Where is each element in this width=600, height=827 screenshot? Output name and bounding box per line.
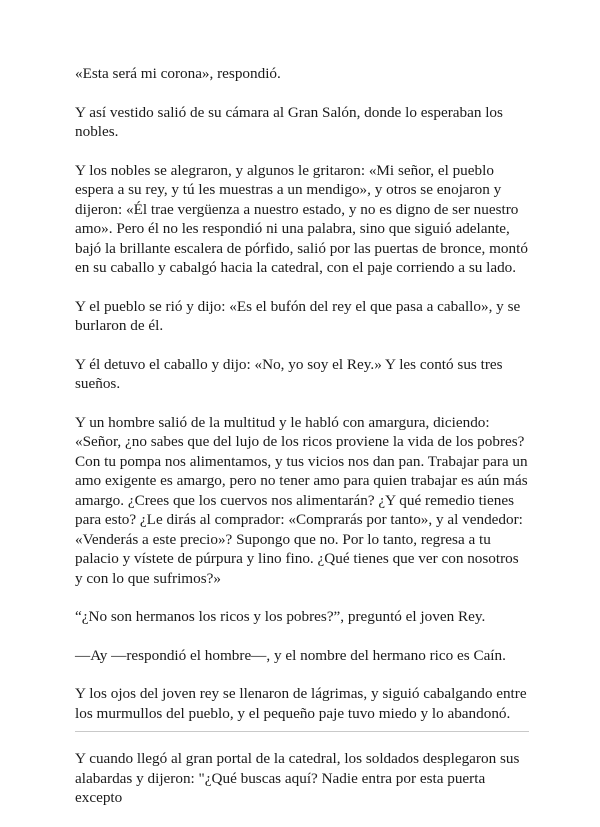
paragraph: Y los ojos del joven rey se llenaron de lágrimas, y siguió cabalgando entre los murmullos del pueblo, y el pequeño paje tuvo miedo y lo abandonó. [75, 685, 527, 722]
paragraph: Y un hombre salió de la multitud y le habló con amargura, diciendo: «Señor, ¿no sabes que del lujo de los ricos proviene la vida de los pobres? Con tu pompa nos alimentamos, y tus vicios nos dan pan. Trabajar para un amo exigente es amargo, pero no tener amo para quien trabajar es aún más amargo. ¿Crees que los cuervos nos alimentarán? ¿Y qué remedio tienes para esto? ¿Le dirás al comprador: «Comprarás por tanto», y al vendedor: «Venderás a este precio»? Supongo que no. Por lo tanto, regresa a tu palacio y vístete de púrpura y lino fino. ¿Qué tienes que ver con nosotros y con lo que sufrimos?» [75, 413, 528, 587]
paragraph: Y cuando llegó al gran portal de la catedral, los soldados desplegaron sus alabardas y dijeron: "¿Qué buscas aquí? Nadie entra por esta puerta excepto [75, 750, 520, 806]
paragraph: Y el pueblo se rió y dijo: «Es el bufón del rey el que pasa a caballo», y se burlaron de él. [75, 297, 521, 334]
document-page [75, 64, 530, 827]
paragraph: Y los nobles se alegraron, y algunos le gritaron: «Mi señor, el pueblo espera a su rey, y tú les muestras a un mendigo», y otros se enojaron y dijeron: «Él trae vergüenza a nuestro estado, y no es digno de ser nuestro amo». Pero él no les respondió ni una palabra, sino que siguió adelante, bajó la brillante escalera de pórfido, salió por las puertas de bronce, montó en su caballo y cabalgó hacia la catedral, con el paje corriendo a su lado. [75, 161, 528, 276]
paragraph: «Esta será mi corona», respondió. [75, 65, 281, 82]
paragraph: Y él detuvo el caballo y dijo: «No, yo soy el Rey.» Y les contó sus tres sueños. [75, 355, 503, 392]
paragraph: “¿No son hermanos los ricos y los pobres?”, preguntó el joven Rey. [75, 608, 486, 625]
paragraph: Y así vestido salió de su cámara al Gran Salón, donde lo esperaban los nobles. [75, 103, 503, 140]
paragraph: —Ay —respondió el hombre—, y el nombre del hermano rico es Caín. [75, 646, 506, 664]
section-divider [75, 731, 529, 732]
